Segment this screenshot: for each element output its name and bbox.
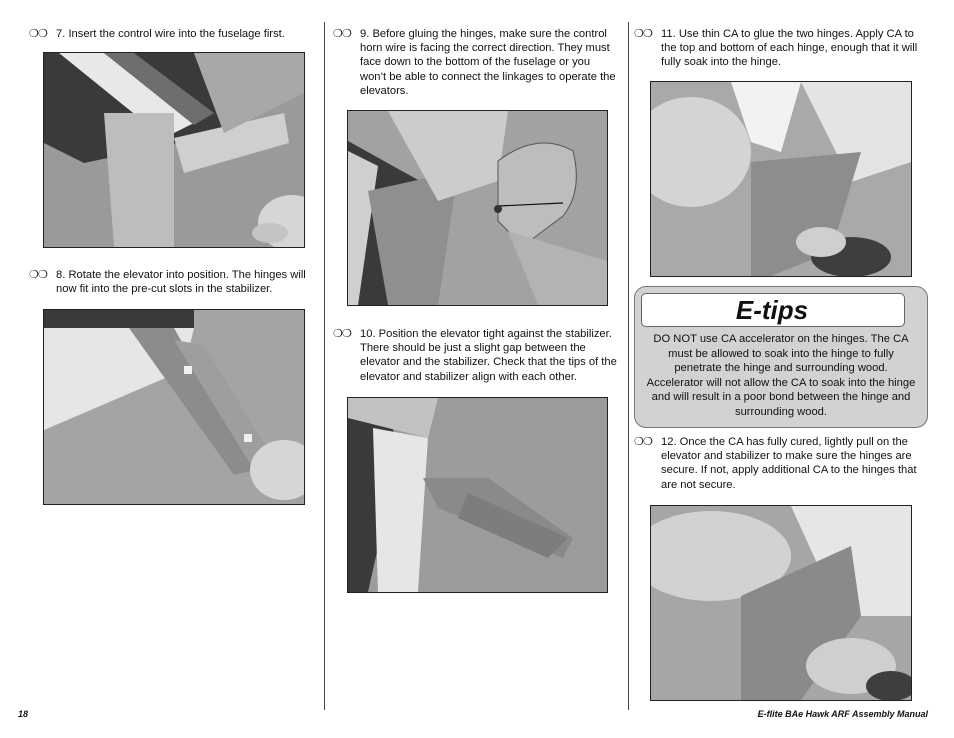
page-number: 18	[18, 709, 29, 719]
step-7	[29, 27, 319, 41]
step-12-text: 12. Once the CA has fully cured, lightly pull on the elevator and stabilizer to make sure the hinges are secure. If not, apply additional CA to the hinges that are not secure.	[661, 436, 917, 491]
step-7-text: 7. Insert the control wire into the fuselage first.	[56, 28, 285, 40]
step-8-text: 8. Rotate the elevator into position. The hinges will now fit into the pre-cut slots in the stabilizer.	[56, 269, 306, 296]
tips-text: DO NOT use CA accelerator on the hinges. The CA must be allowed to soak into the hinge to fully penetrate the hinge and surrounding wood. Accelerator will not allow the CA to soak into the hinge and will result in a poor bond between the hinge and surrounding wood.	[646, 333, 916, 418]
checkbox-icon[interactable]: ❍❍	[333, 328, 352, 340]
photo-step-8	[43, 309, 305, 505]
step-10	[333, 327, 623, 384]
etips-logo-text: E-tips	[735, 295, 809, 325]
etips-logo	[641, 293, 905, 327]
checkbox-icon[interactable]: ❍❍	[29, 269, 48, 281]
photo-step-9	[347, 110, 608, 306]
step-9-text: 9. Before gluing the hinges, make sure the control horn wire is facing the correct direction. They must face down to the bottom of the fuselage or you won’t be able to connect the linkages to operate the elevators.	[360, 28, 616, 97]
checkbox-icon[interactable]: ❍❍	[634, 436, 653, 448]
column-divider-left	[324, 22, 325, 710]
step-11-text: 11. Use thin CA to glue the two hinges. Apply CA to the top and bottom of each hinge, enough that it will fully soak into the hinge.	[661, 28, 918, 69]
checkbox-icon[interactable]: ❍❍	[634, 28, 653, 40]
manual-title: E-flite BAe Hawk ARF Assembly Manual	[757, 709, 928, 719]
photo-step-10	[347, 397, 608, 593]
step-9	[333, 27, 619, 98]
step-10-text: 10. Position the elevator tight against the stabilizer. There should be just a slight gap between the elevator and the stabilizer. Check that the tips of the elevator and stabilizer align with each other.	[360, 328, 617, 383]
step-11	[634, 27, 926, 70]
photo-step-12	[650, 505, 912, 701]
checkbox-icon[interactable]: ❍❍	[333, 28, 352, 40]
tips-box	[634, 286, 928, 428]
photo-step-11	[650, 81, 912, 277]
step-12	[634, 435, 926, 492]
checkbox-icon[interactable]: ❍❍	[29, 28, 48, 40]
column-divider-right	[628, 22, 629, 710]
photo-step-7	[43, 52, 305, 248]
step-8	[29, 268, 319, 296]
